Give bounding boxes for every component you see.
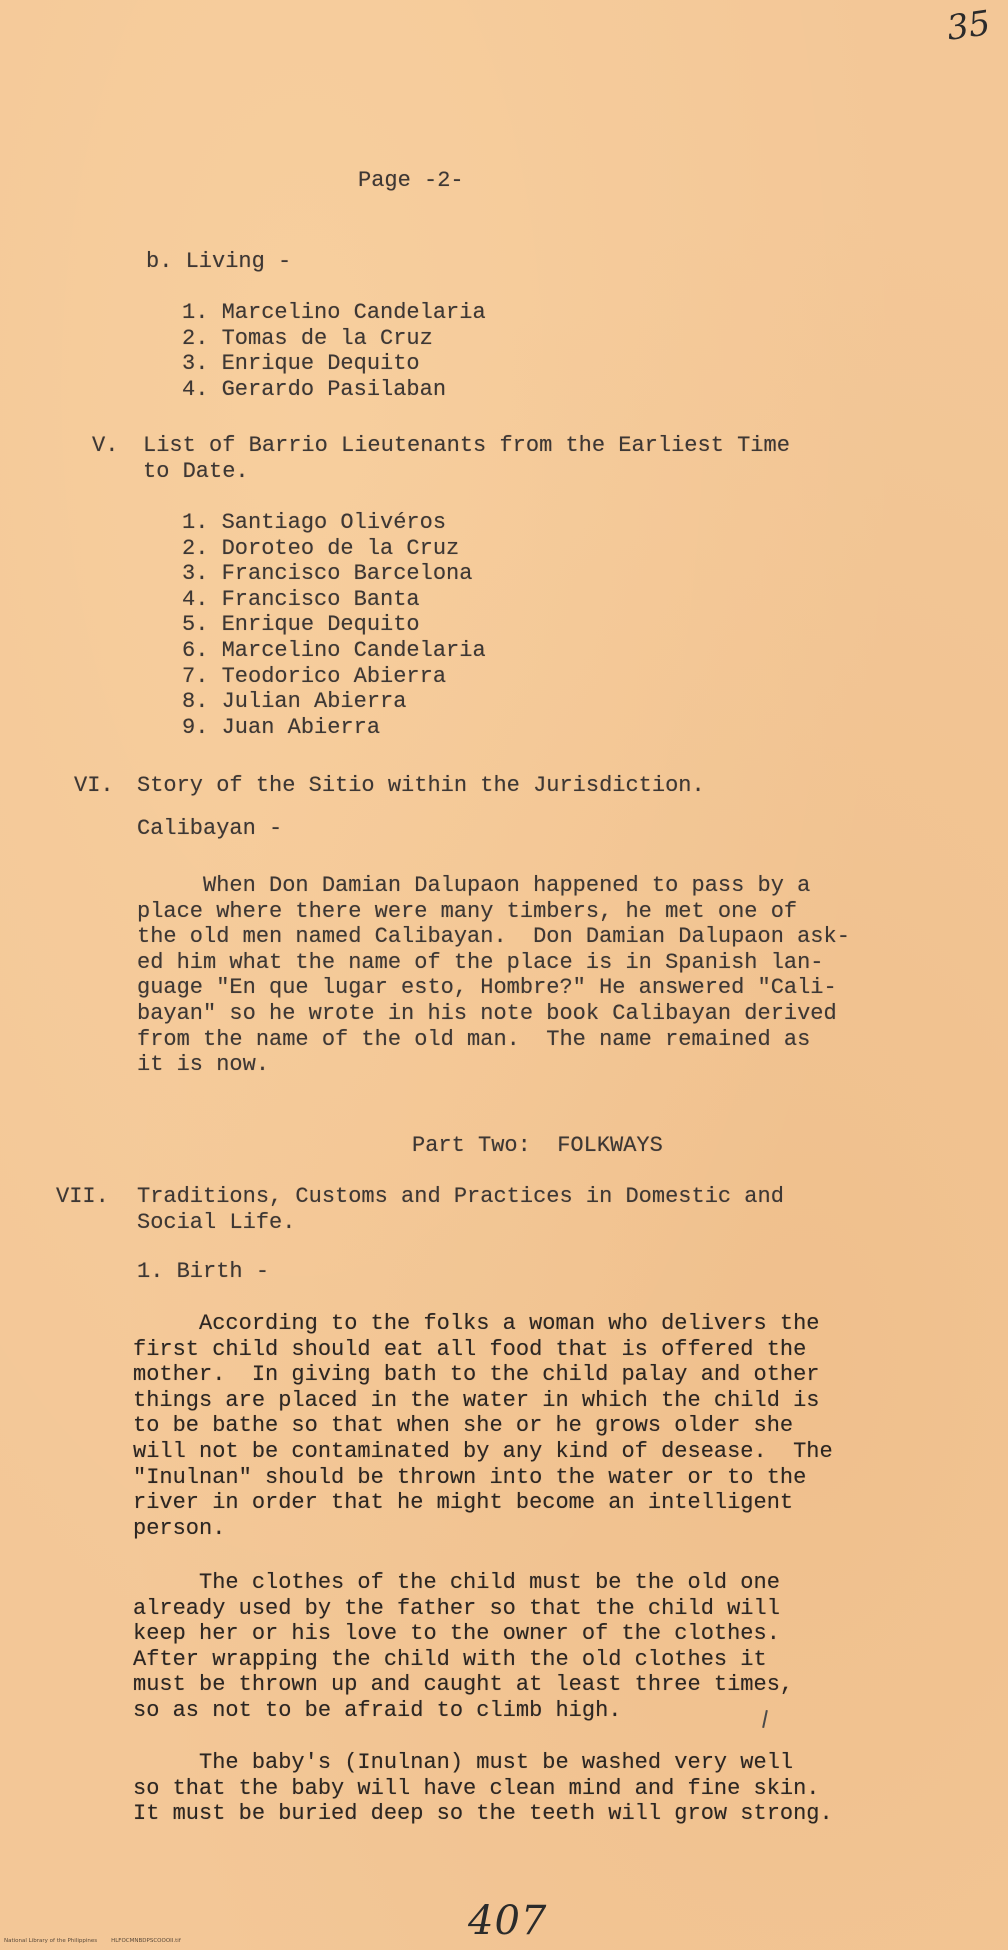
list-item: 4. Francisco Banta: [182, 586, 420, 612]
list-item: 1. Marcelino Candelaria: [182, 300, 486, 325]
list-item: 7. Teodorico Abierra: [182, 663, 447, 689]
list-item: 2. Doroteo de la Cruz: [182, 535, 460, 561]
list-item: 1. Santiago Olivéros: [182, 510, 447, 535]
list-item: 6. Marcelino Candelaria: [182, 637, 486, 663]
list-item: 2. Tomas de la Cruz: [182, 325, 433, 351]
footer-file: HLFOCMNBDPSCOOOII.tif: [111, 1938, 181, 1944]
list-item: 4. Gerardo Pasilaban: [182, 376, 447, 402]
part-two-heading: Part Two: FOLKWAYS: [412, 1133, 663, 1158]
list-item: 3. Enrique Dequito: [182, 351, 420, 377]
section-v-heading: List of Barrio Lieutenants from the Earliest Time to Date.: [143, 433, 790, 484]
list-item: 8. Julian Abierra: [182, 689, 407, 715]
handwritten-bottom-number: 407: [468, 1898, 548, 1944]
list-item: 5. Enrique Dequito: [182, 612, 420, 638]
section-vi-subheading: Calibayan -: [137, 816, 283, 841]
section-vii-number: VII.: [56, 1184, 109, 1209]
section-vi-number: VI.: [74, 773, 114, 798]
list-item: 9. Juan Abierra: [182, 714, 381, 740]
lieutenants-list: [182, 510, 486, 740]
section-vii-heading: Traditions, Customs and Practices in Domestic and Social Life.: [137, 1184, 784, 1235]
section-v-number: V.: [92, 433, 119, 458]
birth-paragraph-3: The baby's (Inulnan) must be washed very well so that the baby will have clean mind and fine skin. It must be buried deep so the teeth will grow strong.: [133, 1750, 833, 1827]
birth-paragraph-1: According to the folks a woman who delivers the first child should eat all food that is offered the mother. In giving bath to the child palay and other things are placed in the water in which the child is to be bathe so that when she or he grows older she will not be contaminated by any kind of desease. The "Inulnan" should be thrown into the water or to the river in order that he might become an intelligent person.: [133, 1311, 833, 1541]
footer-library: National Library of the Philippines: [4, 1938, 98, 1944]
section-vi-heading: Story of the Sitio within the Jurisdiction.: [137, 773, 705, 798]
section-b-heading: b. Living -: [146, 249, 292, 274]
handwritten-page-number: 35: [944, 3, 993, 49]
birth-paragraph-2: The clothes of the child must be the old one already used by the father so that the child will keep her or his love to the owner of the clothes. After wrapping the child with the old clothes it must be thrown up and caught at least three times, so as not to be afraid to climb high.: [133, 1570, 794, 1723]
scan-footer: [4, 1938, 195, 1944]
list-item: 3. Francisco Barcelona: [182, 561, 473, 587]
calibayan-story: When Don Damian Dalupaon happened to pass by a place where there were many timbers, he met one of the old men named Calibayan. Don Damian Dalupaon ask- ed him what the name of the place is in Spanish lan- guage "En que lugar esto, Hombre?" He answered "Cali- bayan" so he wrote in his note book Calibayan derived from the name of the old man. The name remained as it is now.: [137, 873, 850, 1078]
page-header: Page -2-: [358, 168, 464, 193]
birth-subheading: 1. Birth -: [137, 1259, 270, 1284]
living-list: [182, 300, 486, 402]
